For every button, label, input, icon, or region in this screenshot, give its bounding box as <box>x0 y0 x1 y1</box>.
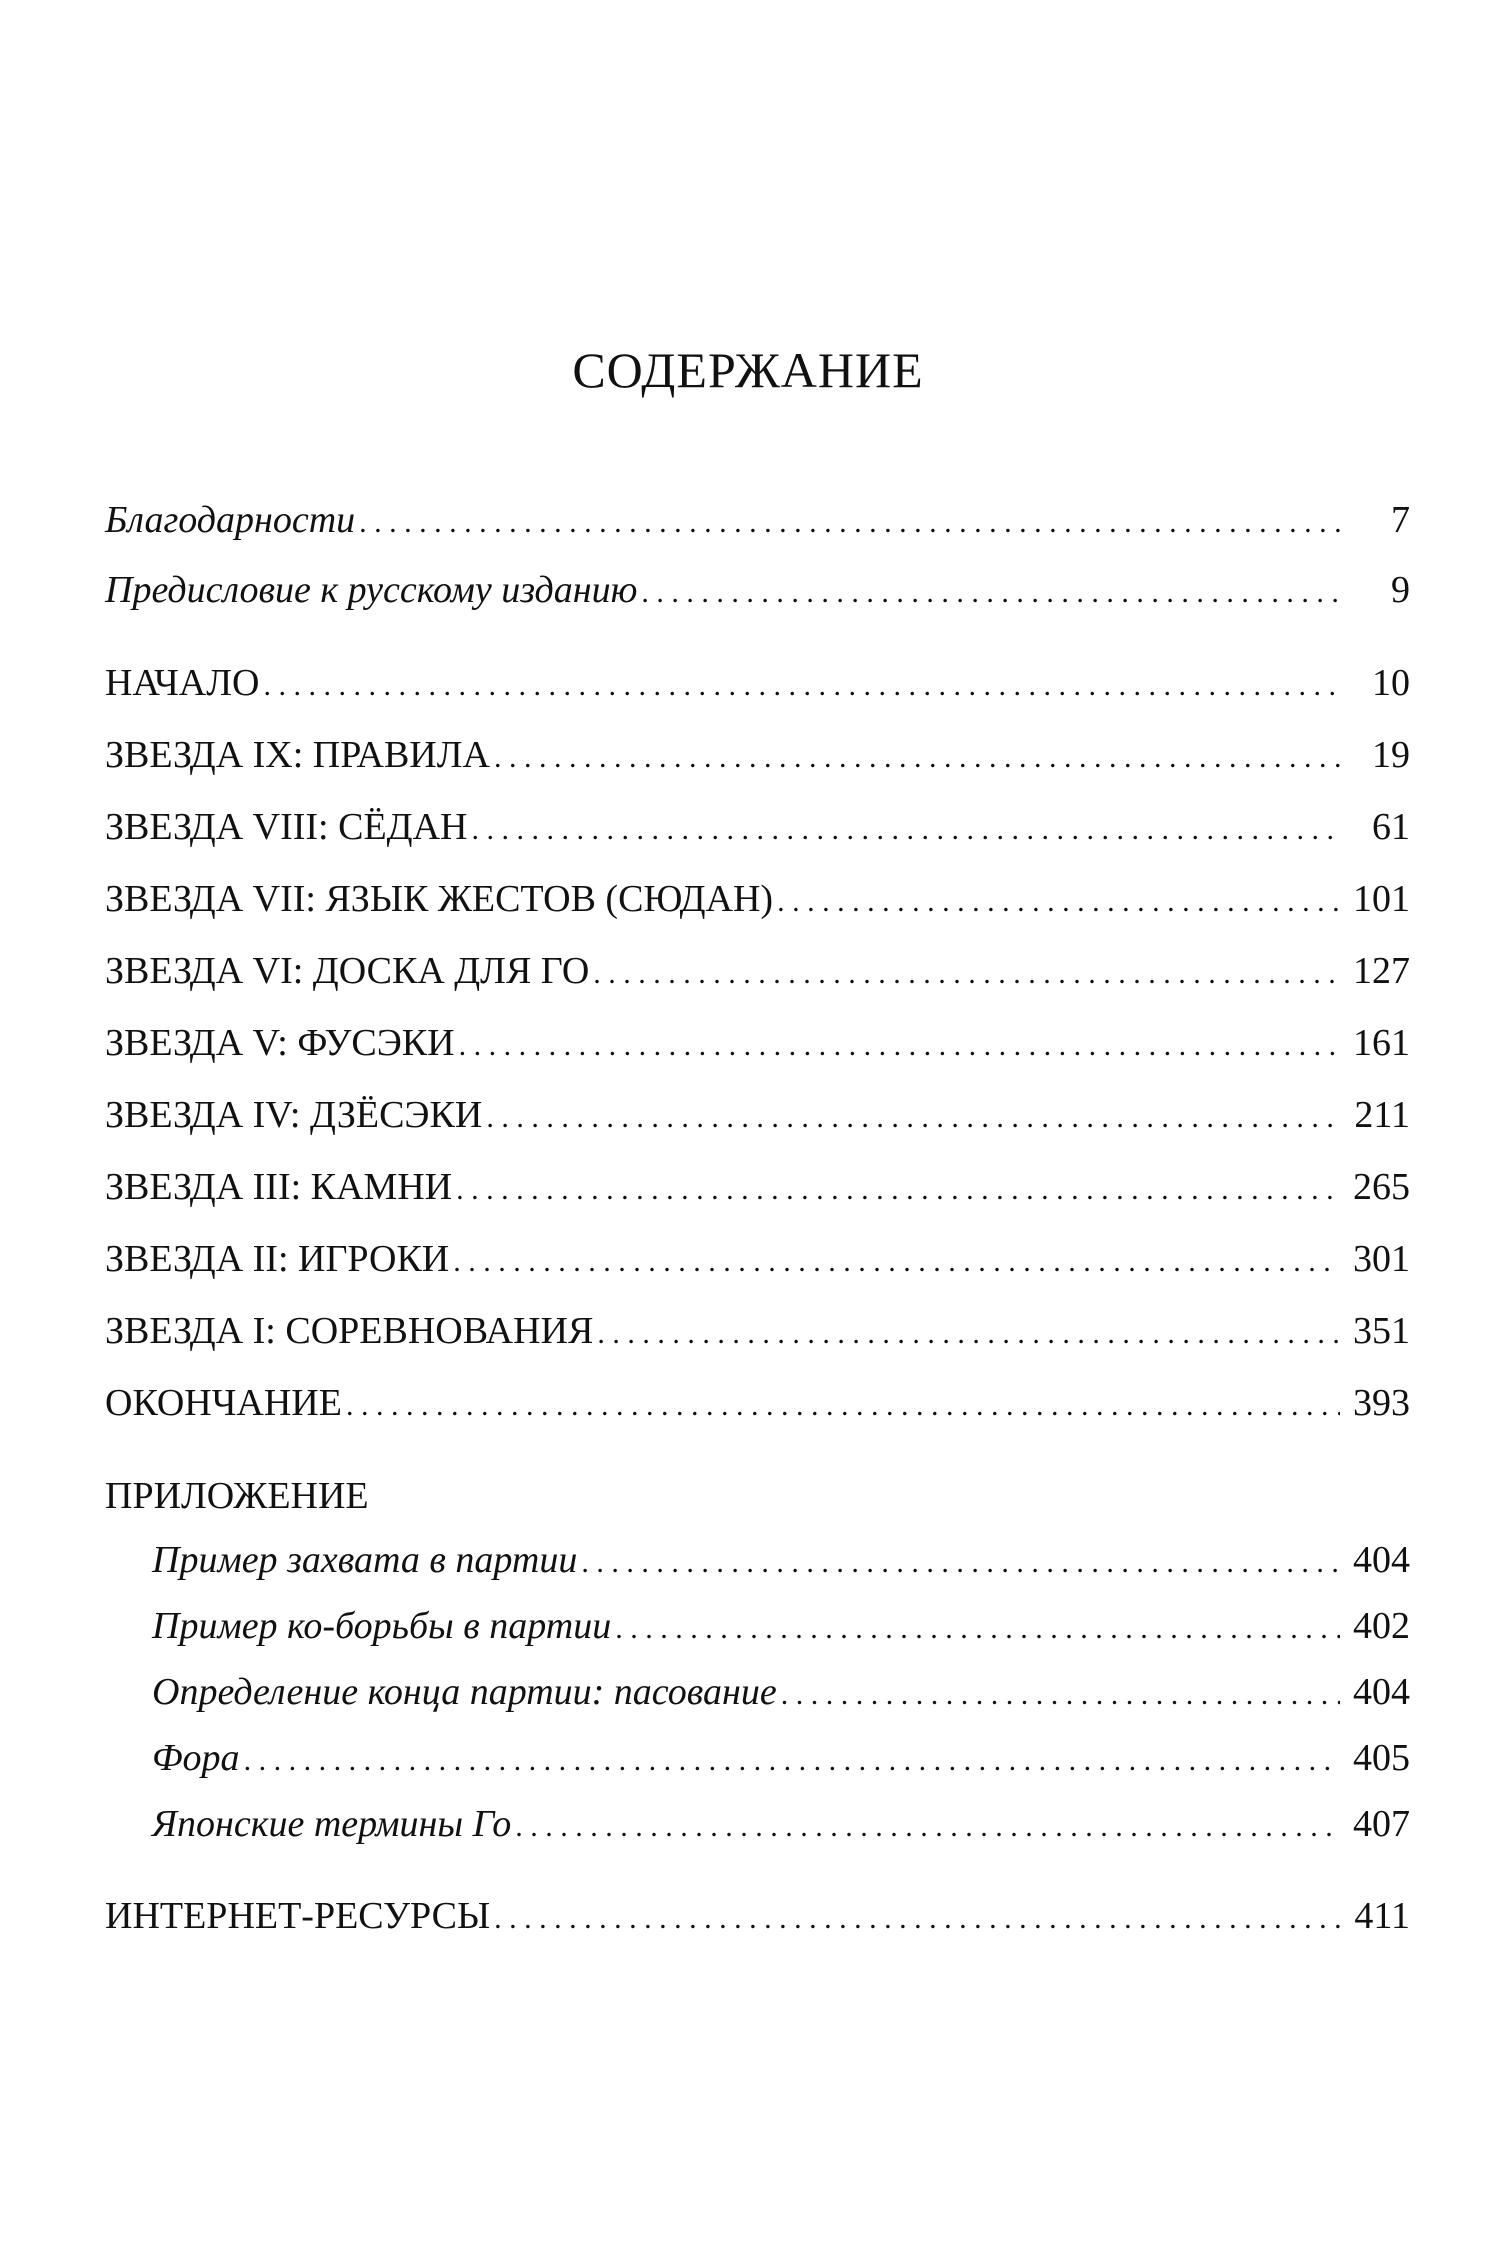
toc-entry-chapter <box>105 1375 1410 1431</box>
leader-dots <box>494 730 1340 786</box>
leader-dots <box>471 802 1340 858</box>
leader-dots <box>494 1891 1340 1947</box>
toc-entry-preface <box>105 562 1410 618</box>
toc-entry-appendix <box>152 1730 1410 1786</box>
toc-entry-label: Пример захвата в партии <box>152 1539 578 1581</box>
toc-entry-label: Фора <box>152 1737 240 1779</box>
toc-entry-page: 9 <box>1391 569 1410 611</box>
toc-entry-label: Определение конца партии: пасование <box>152 1671 777 1713</box>
toc-entry-acknowledgements <box>105 492 1410 548</box>
toc-entry-label: ЗВЕЗДА VIII: СЁДАН <box>105 806 468 848</box>
toc-entry-label: ЗВЕЗДА VI: ДОСКА ДЛЯ ГО <box>105 950 590 992</box>
leader-dots <box>777 874 1340 930</box>
toc-entry-page: 127 <box>1353 950 1410 992</box>
toc-entry-label: ЗВЕЗДА II: ИГРОКИ <box>105 1238 450 1280</box>
toc-entry-label: ЗВЕЗДА IV: ДЗЁСЭКИ <box>105 1094 483 1136</box>
leader-dots <box>515 1799 1340 1855</box>
toc-entry-appendix <box>152 1664 1410 1720</box>
leader-dots <box>486 1090 1340 1146</box>
toc-entry-page: 211 <box>1354 1094 1410 1136</box>
toc-entry-page: 404 <box>1353 1539 1410 1581</box>
leader-dots <box>244 1733 1340 1789</box>
leader-dots <box>453 1234 1340 1290</box>
toc-entry-page: 61 <box>1372 806 1410 848</box>
toc-entry-page: 101 <box>1353 878 1410 920</box>
toc-entry-label: ЗВЕЗДА VII: ЯЗЫК ЖЕСТОВ (СЮДАН) <box>105 878 774 920</box>
toc-entry-label: Предисловие к русскому изданию <box>105 569 638 611</box>
toc-entry-chapter <box>105 655 1410 711</box>
toc-entry-appendix <box>152 1598 1410 1654</box>
toc-entry-label: Пример ко-борьбы в партии <box>152 1605 612 1647</box>
toc-entry-page: 301 <box>1353 1238 1410 1280</box>
toc-entry-chapter <box>105 727 1410 783</box>
toc-entry-chapter <box>105 799 1410 855</box>
appendix-heading: ПРИЛОЖЕНИЕ <box>105 1475 369 1517</box>
toc-entry-label: Японские термины Го <box>152 1803 512 1845</box>
toc-entry-page: 402 <box>1353 1605 1410 1647</box>
toc-entry-label: ЗВЕЗДА IX: ПРАВИЛА <box>105 734 490 776</box>
toc-entry-label: НАЧАЛО <box>105 662 260 704</box>
toc-entry-chapter <box>105 871 1410 927</box>
toc-entry-page: 10 <box>1372 662 1410 704</box>
toc-entry-chapter <box>105 1159 1410 1215</box>
leader-dots <box>615 1601 1340 1657</box>
toc-entry-chapter <box>105 1087 1410 1143</box>
leader-dots <box>593 946 1340 1002</box>
toc-entry-appendix <box>152 1532 1410 1588</box>
toc-entry-page: 411 <box>1354 1895 1410 1937</box>
toc-entry-label: ЗВЕЗДА I: СОРЕВНОВАНИЯ <box>105 1310 594 1352</box>
toc-entry-page: 393 <box>1353 1382 1410 1424</box>
toc-entry-chapter <box>105 1015 1410 1071</box>
leader-dots <box>263 658 1340 714</box>
leader-dots <box>581 1535 1340 1591</box>
leader-dots <box>781 1667 1340 1723</box>
leader-dots <box>641 565 1340 621</box>
toc-entry-label: ИНТЕРНЕТ-РЕСУРСЫ <box>105 1895 491 1937</box>
toc-entry-label: Благодарности <box>105 499 356 541</box>
toc-entry-page: 161 <box>1353 1022 1410 1064</box>
leader-dots <box>346 1378 1340 1434</box>
leader-dots <box>597 1306 1340 1362</box>
toc-entry-chapter <box>105 943 1410 999</box>
leader-dots <box>456 1162 1340 1218</box>
toc-entry-page: 19 <box>1372 734 1410 776</box>
toc-entry-label: ЗВЕЗДА V: ФУСЭКИ <box>105 1022 455 1064</box>
toc-entry-internet-resources <box>105 1888 1410 1944</box>
toc-entry-page: 405 <box>1353 1737 1410 1779</box>
toc-entry-appendix <box>152 1796 1410 1852</box>
toc-entry-page: 265 <box>1353 1166 1410 1208</box>
toc-entry-chapter <box>105 1303 1410 1359</box>
toc-entry-page: 7 <box>1391 499 1410 541</box>
toc-entry-chapter <box>105 1231 1410 1287</box>
leader-dots <box>459 1018 1340 1074</box>
page-title: СОДЕРЖАНИЕ <box>572 342 924 398</box>
toc-entry-label: ОКОНЧАНИЕ <box>105 1382 342 1424</box>
toc-entry-label: ЗВЕЗДА III: КАМНИ <box>105 1166 453 1208</box>
toc-entry-page: 407 <box>1353 1803 1410 1845</box>
toc-entry-page: 404 <box>1353 1671 1410 1713</box>
leader-dots <box>359 495 1340 551</box>
toc-entry-page: 351 <box>1353 1310 1410 1352</box>
